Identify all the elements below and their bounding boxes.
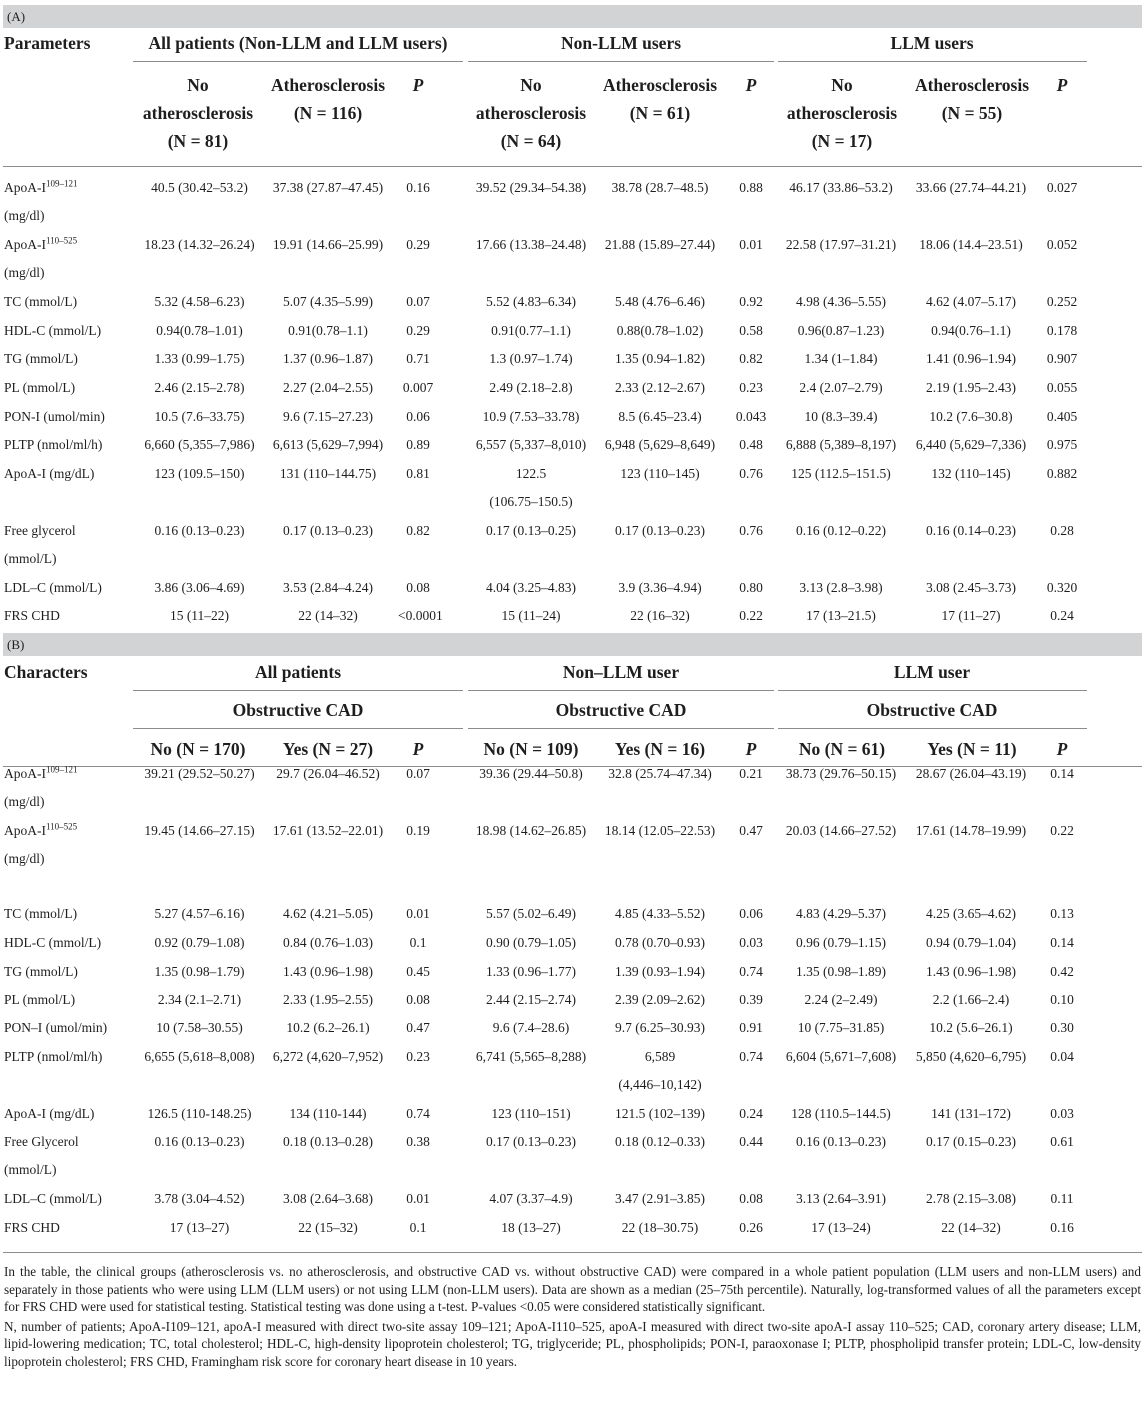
table-cell: 3.53 (2.84–4.24) bbox=[283, 580, 373, 595]
table-cell: 5.07 (4.35–5.99) bbox=[283, 294, 373, 309]
p-value-cell: 0.07 bbox=[406, 294, 430, 309]
p-value-cell: 0.16 bbox=[1050, 1220, 1074, 1235]
p-value-cell: 0.10 bbox=[1050, 992, 1074, 1007]
p-value-cell: 0.07 bbox=[406, 766, 430, 781]
table-cell: 17.66 (13.38–24.48) bbox=[475, 237, 587, 252]
row-label: PLTP (nmol/ml/h) bbox=[4, 1049, 103, 1064]
table-cell: 6,613 (5,629–7,994) bbox=[272, 437, 384, 452]
table-cell: 2.49 (2.18–2.8) bbox=[489, 380, 573, 395]
row-label: ApoA-I (mg/dL) bbox=[4, 466, 95, 481]
p-value-cell: 0.26 bbox=[739, 1220, 763, 1235]
table-cell: 10.9 (7.53–33.78) bbox=[482, 409, 580, 424]
table-cell: 1.39 (0.93–1.94) bbox=[615, 964, 705, 979]
table-a-header-rule bbox=[3, 166, 1142, 167]
table-cell: 17.61 (14.78–19.99) bbox=[915, 823, 1027, 838]
p-value-cell: 0.24 bbox=[1050, 608, 1074, 623]
table-a-label: (A) bbox=[7, 9, 26, 24]
table-cell: 0.90 (0.79–1.05) bbox=[486, 935, 576, 950]
row-label: PLTP (nmol/ml/h) bbox=[4, 437, 103, 452]
table-b-subgroup-rule bbox=[468, 728, 774, 729]
table-cell: 22 (16–32) bbox=[630, 608, 690, 623]
table-a-subheader-no-ath: No atherosclerosis (N = 64) bbox=[475, 75, 587, 151]
table-cell: 2.34 (2.1–2.71) bbox=[157, 992, 242, 1007]
p-value-cell: 0.08 bbox=[739, 1191, 763, 1206]
p-value-cell: 0.28 bbox=[1050, 523, 1074, 538]
table-cell: 1.33 (0.99–1.75) bbox=[154, 351, 245, 366]
table-cell: 1.35 (0.98–1.89) bbox=[796, 964, 886, 979]
p-value-cell: 0.22 bbox=[1050, 823, 1074, 838]
table-cell: 0.96 (0.79–1.15) bbox=[796, 935, 886, 950]
table-cell: 0.16 (0.13–0.23) bbox=[796, 1134, 886, 1149]
table-cell: 39.52 (29.34–54.38) bbox=[475, 180, 587, 195]
p-value-cell: 0.907 bbox=[1046, 351, 1078, 366]
table-cell: 0.96(0.87–1.23) bbox=[797, 323, 885, 338]
table-cell: 2.44 (2.15–2.74) bbox=[486, 992, 576, 1007]
p-value-cell: 0.92 bbox=[739, 294, 763, 309]
table-b-subheader-yes: Yes (N = 27) bbox=[282, 739, 374, 759]
table-b-obstructive-cad-label: Obstructive CAD bbox=[555, 700, 687, 720]
footnote-paragraph-2: N, number of patients; ApoA-I109–121, apoA-I measured with direct two-site assay 109–121; ApoA-I110–525, apoA-I measured with direct two-site apoA-I assay 110–525; CAD, coronary artery disease; LLM, lipid-lowering medication; TC, total cholesterol; HDL-C, high-density lipoprotein cholesterol; TG, triglyceride; PL, phospholipids; PON-I, paraoxonase I; PLTP, phospholipid transfer protein; LDL-C, low-density lipoprotein cholesterol; FRS CHD, Framingham risk score for coronary heart disease in 10 years. bbox=[4, 1318, 1141, 1369]
table-cell: 3.13 (2.8–3.98) bbox=[799, 580, 883, 595]
table-cell: 0.17 (0.13–0.23) bbox=[615, 523, 705, 538]
table-cell: 1.33 (0.96–1.77) bbox=[486, 964, 576, 979]
p-value-cell: 0.14 bbox=[1050, 766, 1074, 781]
table-cell: 17 (13–27) bbox=[169, 1220, 230, 1235]
table-a-subheader-ath: Atherosclerosis (N = 116) bbox=[270, 75, 386, 123]
table-cell: 1.35 (0.94–1.82) bbox=[615, 351, 705, 366]
row-label: PON–I (umol/min) bbox=[4, 1020, 108, 1035]
p-value-cell: 0.21 bbox=[739, 766, 763, 781]
table-b-subheader-p: P bbox=[412, 739, 424, 759]
table-cell: 37.38 (27.87–47.45) bbox=[272, 180, 384, 195]
table-cell: 1.34 (1–1.84) bbox=[804, 351, 878, 366]
row-label: ApoA-$I^{110-525}$ (mg/dl) bbox=[4, 235, 78, 280]
table-cell: 3.86 (3.06–4.69) bbox=[154, 580, 245, 595]
table-a-parameters-header: Parameters bbox=[4, 33, 91, 53]
table-cell: 4.07 (3.37–4.9) bbox=[489, 1191, 573, 1206]
table-cell: 10.2 (6.2–26.1) bbox=[286, 1020, 370, 1035]
p-value-cell: 0.47 bbox=[406, 1020, 430, 1035]
p-value-cell: 0.14 bbox=[1050, 935, 1074, 950]
table-cell: 1.41 (0.96–1.94) bbox=[926, 351, 1016, 366]
table-cell: 132 (110–145) bbox=[931, 466, 1011, 481]
table-cell: 0.88(0.78–1.02) bbox=[616, 323, 704, 338]
table-cell: 2.4 (2.07–2.79) bbox=[799, 380, 883, 395]
table-a-subheader-p: P bbox=[745, 75, 757, 95]
table-b-group-llm: LLM user bbox=[893, 662, 971, 682]
table-a-group-rule bbox=[468, 61, 774, 62]
row-label: ApoA-$I^{109-121}$ (mg/dl) bbox=[4, 178, 78, 223]
p-value-cell: 0.24 bbox=[739, 1106, 763, 1121]
p-value-cell: 0.88 bbox=[739, 180, 763, 195]
table-cell: 123 (110–151) bbox=[491, 1106, 571, 1121]
table-a-group-rule bbox=[778, 61, 1087, 62]
table-b-subheader-no: No (N = 109) bbox=[483, 739, 579, 759]
table-cell: 125 (112.5–151.5) bbox=[791, 466, 891, 481]
table-a-subheader-no-ath: No atherosclerosis (N = 81) bbox=[142, 75, 254, 151]
table-cell: 134 (110-144) bbox=[289, 1106, 367, 1121]
table-cell: 1.37 (0.96–1.87) bbox=[283, 351, 373, 366]
table-cell: 21.88 (15.89–27.44) bbox=[604, 237, 716, 252]
table-cell: 0.18 (0.12–0.33) bbox=[615, 1134, 705, 1149]
p-value-cell: <0.0001 bbox=[398, 608, 443, 623]
table-cell: 0.17 (0.13–0.23) bbox=[486, 1134, 576, 1149]
p-value-cell: 0.81 bbox=[406, 466, 430, 481]
table-cell: 18 (13–27) bbox=[501, 1220, 561, 1235]
p-value-cell: 0.61 bbox=[1050, 1134, 1074, 1149]
table-cell: 4.85 (4.33–5.52) bbox=[615, 906, 705, 921]
table-cell: 8.5 (6.45–23.4) bbox=[618, 409, 702, 424]
table-cell: 40.5 (30.42–53.2) bbox=[151, 180, 248, 195]
table-cell: 1.43 (0.96–1.98) bbox=[283, 964, 373, 979]
table-cell: 6,948 (5,629–8,649) bbox=[604, 437, 716, 452]
row-label: FRS CHD bbox=[4, 1220, 60, 1235]
table-a-group-all: All patients (Non-LLM and LLM users) bbox=[148, 33, 448, 53]
table-cell: 0.17 (0.13–0.25) bbox=[486, 523, 576, 538]
table-cell: 17 (13–21.5) bbox=[806, 608, 876, 623]
table-a-group-rule bbox=[133, 61, 463, 62]
p-value-cell: 0.71 bbox=[406, 351, 430, 366]
table-cell: 5,850 (4,620–6,795) bbox=[915, 1049, 1027, 1064]
table-cell: 10.2 (5.6–26.1) bbox=[929, 1020, 1013, 1035]
table-cell: 3.9 (3.36–4.94) bbox=[618, 580, 702, 595]
p-value-cell: 0.882 bbox=[1046, 466, 1078, 481]
table-cell: 0.92 (0.79–1.08) bbox=[154, 935, 245, 950]
table-cell: 2.2 (1.66–2.4) bbox=[932, 992, 1010, 1007]
p-value-cell: 0.29 bbox=[406, 237, 430, 252]
row-label-superscript: 109–121 bbox=[46, 178, 78, 189]
p-value-cell: 0.08 bbox=[406, 992, 430, 1007]
p-value-cell: 0.405 bbox=[1046, 409, 1078, 424]
table-cell: 17.61 (13.52–22.01) bbox=[272, 823, 384, 838]
table-cell: 6,655 (5,618–8,008) bbox=[144, 1049, 255, 1064]
table-cell: 39.21 (29.52–50.27) bbox=[144, 766, 255, 781]
table-cell: 17 (11–27) bbox=[941, 608, 1001, 623]
table-cell: 4.83 (4.29–5.37) bbox=[796, 906, 886, 921]
table-a-group-llm: LLM users bbox=[890, 33, 974, 53]
table-cell: 4.98 (4.36–5.55) bbox=[796, 294, 886, 309]
table-cell: 0.16 (0.13–0.23) bbox=[154, 523, 245, 538]
table-cell: 6,272 (4,620–7,952) bbox=[272, 1049, 384, 1064]
footnote-paragraph-1: In the table, the clinical groups (atherosclerosis vs. no atherosclerosis, and obstructive CAD vs. without obstructive CAD) were compared in a whole patient population (LLM users and non-LLM users) and separately in those patients who were using LLM (LLM users) or not using LLM (non-LLM users). Data are shown as a median (25–75th percentile). Naturally, log-transformed values of all the parameters except for FRS CHD were used for statistical testing. Statistical testing was done using a t-test. P-values <0.05 were considered statistically significant. bbox=[4, 1264, 1141, 1314]
row-label: TG (mmol/L) bbox=[4, 964, 78, 979]
table-b-group-non-llm: Non–LLM user bbox=[562, 662, 680, 682]
p-value-cell: 0.58 bbox=[739, 323, 763, 338]
table-b-bottom-rule bbox=[3, 1252, 1142, 1253]
table-b-subheader-p: P bbox=[1056, 739, 1068, 759]
table-cell: 2.24 (2–2.49) bbox=[804, 992, 878, 1007]
table-cell: 6,440 (5,629–7,336) bbox=[915, 437, 1027, 452]
table-cell: 128 (110.5–144.5) bbox=[791, 1106, 891, 1121]
row-label: HDL-C (mmol/L) bbox=[4, 323, 102, 338]
table-cell: 9.7 (6.25–30.93) bbox=[615, 1020, 705, 1035]
row-label: PON-I (umol/min) bbox=[4, 409, 105, 424]
table-cell: 2.46 (2.15–2.78) bbox=[154, 380, 245, 395]
p-value-cell: 0.22 bbox=[739, 608, 763, 623]
table-cell: 6,557 (5,337–8,010) bbox=[475, 437, 587, 452]
p-value-cell: 0.007 bbox=[402, 380, 434, 395]
p-value-cell: 0.74 bbox=[739, 1049, 763, 1064]
table-cell: 28.67 (26.04–43.19) bbox=[915, 766, 1027, 781]
table-cell: 22 (15–32) bbox=[298, 1220, 358, 1235]
row-label: LDL–C (mmol/L) bbox=[4, 1191, 102, 1206]
table-cell: 2.78 (2.15–3.08) bbox=[926, 1191, 1016, 1206]
table-cell: 6,888 (5,389–8,197) bbox=[785, 437, 897, 452]
p-value-cell: 0.47 bbox=[739, 823, 763, 838]
table-cell: 0.94(0.78–1.01) bbox=[156, 323, 243, 338]
p-value-cell: 0.1 bbox=[409, 935, 427, 950]
table-cell: 0.17 (0.15–0.23) bbox=[926, 1134, 1016, 1149]
p-value-cell: 0.01 bbox=[406, 1191, 430, 1206]
table-cell: 1.3 (0.97–1.74) bbox=[489, 351, 573, 366]
table-cell: 2.33 (2.12–2.67) bbox=[615, 380, 705, 395]
table-cell: 6,741 (5,565–8,288) bbox=[475, 1049, 587, 1064]
table-a-subheader-no-ath: No atherosclerosis (N = 17) bbox=[786, 75, 898, 151]
table-cell: 33.66 (27.74–44.21) bbox=[915, 180, 1027, 195]
table-cell: 3.08 (2.45–3.73) bbox=[926, 580, 1016, 595]
table-cell: 3.78 (3.04–4.52) bbox=[154, 1191, 245, 1206]
table-cell: 3.08 (2.64–3.68) bbox=[283, 1191, 373, 1206]
table-cell: 123 (110–145) bbox=[620, 466, 700, 481]
row-label-superscript: 109–121 bbox=[46, 764, 78, 775]
p-value-cell: 0.76 bbox=[739, 523, 763, 538]
table-cell: 5.57 (5.02–6.49) bbox=[486, 906, 576, 921]
row-label: TG (mmol/L) bbox=[4, 351, 78, 366]
table-cell: 22 (18–30.75) bbox=[621, 1220, 699, 1235]
table-b-group-rule bbox=[468, 690, 774, 691]
table-b-label: (B) bbox=[7, 637, 25, 652]
row-label: PL (mmol/L) bbox=[4, 380, 76, 395]
p-value-cell: 0.13 bbox=[1050, 906, 1074, 921]
table-cell: 2.39 (2.09–2.62) bbox=[615, 992, 705, 1007]
p-value-cell: 0.23 bbox=[406, 1049, 430, 1064]
table-b-group-rule bbox=[778, 690, 1087, 691]
table-cell: 18.14 (12.05–22.53) bbox=[604, 823, 716, 838]
table-footnote bbox=[4, 1263, 1141, 1370]
table-cell: 22 (14–32) bbox=[298, 608, 358, 623]
row-label: HDL-C (mmol/L) bbox=[4, 935, 102, 950]
table-cell: 20.03 (14.66–27.52) bbox=[785, 823, 897, 838]
table-cell: 39.36 (29.44–50.8) bbox=[479, 766, 583, 781]
p-value-cell: 0.03 bbox=[1050, 1106, 1074, 1121]
table-a-subheader-ath: Atherosclerosis (N = 61) bbox=[602, 75, 718, 123]
p-value-cell: 0.29 bbox=[406, 323, 430, 338]
p-value-cell: 0.320 bbox=[1046, 580, 1078, 595]
p-value-cell: 0.178 bbox=[1046, 323, 1078, 338]
table-cell: 123 (109.5–150) bbox=[154, 466, 245, 481]
table-cell: 0.78 (0.70–0.93) bbox=[615, 935, 705, 950]
p-value-cell: 0.74 bbox=[739, 964, 763, 979]
table-cell: 5.48 (4.76–6.46) bbox=[615, 294, 705, 309]
p-value-cell: 0.42 bbox=[1050, 964, 1074, 979]
table-cell: 0.16 (0.13–0.23) bbox=[154, 1134, 245, 1149]
table-cell: 9.6 (7.4–28.6) bbox=[492, 1020, 570, 1035]
table-cell: 10 (7.75–31.85) bbox=[797, 1020, 885, 1035]
p-value-cell: 0.82 bbox=[739, 351, 763, 366]
table-cell: 4.62 (4.07–5.17) bbox=[926, 294, 1016, 309]
table-cell: 6,660 (5,355–7,986) bbox=[144, 437, 255, 452]
p-value-cell: 0.01 bbox=[739, 237, 763, 252]
table-cell: 2.19 (1.95–2.43) bbox=[926, 380, 1016, 395]
table-cell: 3.47 (2.91–3.85) bbox=[615, 1191, 705, 1206]
table-cell: 2.27 (2.04–2.55) bbox=[283, 380, 373, 395]
table-a-band bbox=[3, 5, 1142, 28]
table-cell: 0.16 (0.12–0.22) bbox=[796, 523, 886, 538]
p-value-cell: 0.055 bbox=[1046, 380, 1078, 395]
table-cell: 32.8 (25.74–47.34) bbox=[608, 766, 712, 781]
table-b-subheader-no: No (N = 170) bbox=[150, 739, 246, 759]
row-label: LDL–C (mmol/L) bbox=[4, 580, 102, 595]
table-a-subheader-p: P bbox=[1056, 75, 1068, 95]
p-value-cell: 0.043 bbox=[735, 409, 767, 424]
table-cell: 1.43 (0.96–1.98) bbox=[926, 964, 1016, 979]
p-value-cell: 0.04 bbox=[1050, 1049, 1074, 1064]
row-label-superscript: 110–525 bbox=[46, 821, 78, 832]
row-label: ApoA-$I^{110-525}$ (mg/dl) bbox=[4, 821, 78, 866]
p-value-cell: 0.16 bbox=[406, 180, 430, 195]
p-value-cell: 0.11 bbox=[1050, 1191, 1074, 1206]
p-value-cell: 0.052 bbox=[1046, 237, 1078, 252]
row-label: Free Glycerol (mmol/L) bbox=[4, 1134, 79, 1177]
table-cell: 15 (11–22) bbox=[169, 608, 230, 623]
row-label: PL (mmol/L) bbox=[4, 992, 76, 1007]
table-cell: 0.84 (0.76–1.03) bbox=[283, 935, 373, 950]
table-cell: 5.27 (4.57–6.16) bbox=[154, 906, 245, 921]
p-value-cell: 0.80 bbox=[739, 580, 763, 595]
table-cell: 10 (8.3–39.4) bbox=[804, 409, 878, 424]
table-b-subgroup-rule bbox=[778, 728, 1087, 729]
table-b-subheader-yes: Yes (N = 11) bbox=[927, 739, 1017, 759]
table-b-group-rule bbox=[133, 690, 463, 691]
table-cell: 19.91 (14.66–25.99) bbox=[272, 237, 384, 252]
table-cell: 0.91(0.77–1.1) bbox=[491, 323, 571, 338]
p-value-cell: 0.91 bbox=[739, 1020, 763, 1035]
table-cell: 29.7 (26.04–46.52) bbox=[276, 766, 380, 781]
table-cell: 6,589 (4,446–10,142) bbox=[618, 1049, 702, 1092]
table-cell: 6,604 (5,671–7,608) bbox=[785, 1049, 897, 1064]
row-label: TC (mmol/L) bbox=[4, 294, 78, 309]
table-cell: 38.73 (29.76–50.15) bbox=[785, 766, 897, 781]
table-b-obstructive-cad-label: Obstructive CAD bbox=[232, 700, 364, 720]
p-value-cell: 0.03 bbox=[739, 935, 763, 950]
table-cell: 0.94(0.76–1.1) bbox=[931, 323, 1011, 338]
table-cell: 46.17 (33.86–53.2) bbox=[789, 180, 893, 195]
table-a-group-non-llm: Non-LLM users bbox=[560, 33, 682, 53]
p-value-cell: 0.06 bbox=[739, 906, 763, 921]
table-cell: 18.23 (14.32–26.24) bbox=[144, 237, 255, 252]
table-cell: 0.18 (0.13–0.28) bbox=[283, 1134, 373, 1149]
p-value-cell: 0.01 bbox=[406, 906, 430, 921]
table-cell: 121.5 (102–139) bbox=[615, 1106, 705, 1121]
p-value-cell: 0.39 bbox=[739, 992, 763, 1007]
table-cell: 0.16 (0.14–0.23) bbox=[926, 523, 1016, 538]
table-cell: 131 (110–144.75) bbox=[279, 466, 377, 481]
p-value-cell: 0.975 bbox=[1046, 437, 1078, 452]
table-cell: 141 (131–172) bbox=[931, 1106, 1011, 1121]
table-cell: 0.94 (0.79–1.04) bbox=[926, 935, 1016, 950]
table-cell: 3.13 (2.64–3.91) bbox=[796, 1191, 886, 1206]
table-b-subheader-yes: Yes (N = 16) bbox=[614, 739, 706, 759]
row-label: Free glycerol (mmol/L) bbox=[4, 523, 76, 566]
table-cell: 22 (14–32) bbox=[941, 1220, 1001, 1235]
p-value-cell: 0.45 bbox=[406, 964, 430, 979]
table-cell: 5.52 (4.83–6.34) bbox=[486, 294, 576, 309]
p-value-cell: 0.08 bbox=[406, 580, 430, 595]
row-label-superscript: 110–525 bbox=[46, 235, 78, 246]
p-value-cell: 0.19 bbox=[406, 823, 430, 838]
table-cell: 4.04 (3.25–4.83) bbox=[486, 580, 576, 595]
table-cell: 4.62 (4.21–5.05) bbox=[283, 906, 373, 921]
table-cell: 22.58 (17.97–31.21) bbox=[785, 237, 897, 252]
table-cell: 4.25 (3.65–4.62) bbox=[926, 906, 1016, 921]
table-cell: 19.45 (14.66–27.15) bbox=[144, 823, 255, 838]
row-label: TC (mmol/L) bbox=[4, 906, 78, 921]
table-cell: 122.5 (106.75–150.5) bbox=[489, 466, 573, 509]
p-value-cell: 0.30 bbox=[1050, 1020, 1074, 1035]
table-cell: 0.91(0.78–1.1) bbox=[288, 323, 368, 338]
p-value-cell: 0.06 bbox=[406, 409, 430, 424]
table-cell: 38.78 (28.7–48.5) bbox=[611, 180, 709, 195]
table-cell: 10.2 (7.6–30.8) bbox=[929, 409, 1013, 424]
table-cell: 10 (7.58–30.55) bbox=[156, 1020, 243, 1035]
row-label: ApoA-$I^{109-121}$ (mg/dl) bbox=[4, 764, 78, 809]
table-a-subheader-ath: Atherosclerosis (N = 55) bbox=[914, 75, 1030, 123]
table-b-band bbox=[3, 633, 1142, 656]
p-value-cell: 0.89 bbox=[406, 437, 430, 452]
p-value-cell: 0.1 bbox=[409, 1220, 427, 1235]
table-cell: 5.32 (4.58–6.23) bbox=[154, 294, 245, 309]
row-label: FRS CHD bbox=[4, 608, 60, 623]
p-value-cell: 0.38 bbox=[406, 1134, 430, 1149]
table-b-subgroup-rule bbox=[133, 728, 463, 729]
p-value-cell: 0.252 bbox=[1046, 294, 1078, 309]
table-cell: 18.98 (14.62–26.85) bbox=[475, 823, 587, 838]
table-cell: 2.33 (1.95–2.55) bbox=[283, 992, 373, 1007]
table-a-subheader-p: P bbox=[412, 75, 424, 95]
table-b-subheader-p: P bbox=[745, 739, 757, 759]
p-value-cell: 0.027 bbox=[1046, 180, 1078, 195]
table-b-group-all: All patients bbox=[254, 662, 342, 682]
table-cell: 126.5 (110-148.25) bbox=[147, 1106, 252, 1121]
table-cell: 9.6 (7.15–27.23) bbox=[283, 409, 373, 424]
table-cell: 1.35 (0.98–1.79) bbox=[154, 964, 245, 979]
p-value-cell: 0.48 bbox=[739, 437, 763, 452]
p-value-cell: 0.44 bbox=[739, 1134, 763, 1149]
table-b-subheader-no: No (N = 61) bbox=[798, 739, 886, 759]
table-cell: 17 (13–24) bbox=[811, 1220, 871, 1235]
table-b-characters-header: Characters bbox=[4, 662, 88, 682]
table-cell: 15 (11–24) bbox=[501, 608, 561, 623]
p-value-cell: 0.82 bbox=[406, 523, 430, 538]
row-label: ApoA-I (mg/dL) bbox=[4, 1106, 95, 1121]
p-value-cell: 0.23 bbox=[739, 380, 763, 395]
p-value-cell: 0.76 bbox=[739, 466, 763, 481]
p-value-cell: 0.74 bbox=[406, 1106, 430, 1121]
table-cell: 0.17 (0.13–0.23) bbox=[283, 523, 373, 538]
table-cell: 10.5 (7.6–33.75) bbox=[154, 409, 245, 424]
table-cell: 18.06 (14.4–23.51) bbox=[919, 237, 1023, 252]
table-b-obstructive-cad-label: Obstructive CAD bbox=[866, 700, 998, 720]
